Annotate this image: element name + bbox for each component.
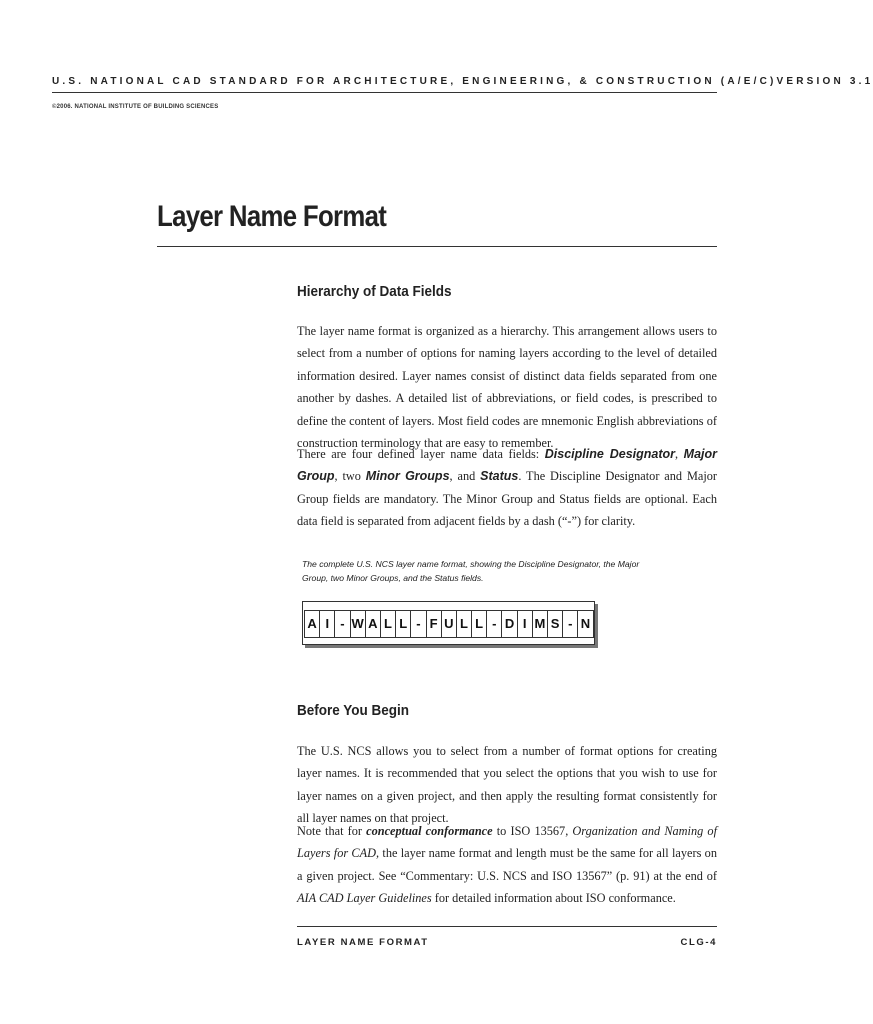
layer-char: S xyxy=(548,610,563,638)
page-title: Layer Name Format xyxy=(157,200,387,233)
layer-dash: - xyxy=(411,610,426,638)
field-discipline-designator: Discipline Designator xyxy=(544,447,676,461)
layer-char: D xyxy=(502,610,517,638)
section-heading-before-you-begin: Before You Begin xyxy=(297,702,410,719)
layer-dash: - xyxy=(335,610,350,638)
figure-caption: The complete U.S. NCS layer name format, showing the Discipline Designator, the Major Group, two Minor Groups, and the Status fields. xyxy=(302,559,640,583)
field-major-group: Major Group xyxy=(297,447,718,484)
layer-dash: - xyxy=(487,610,502,638)
footer-rule xyxy=(297,926,717,927)
layer-dash: - xyxy=(563,610,578,638)
layer-char: L xyxy=(396,610,411,638)
paragraph-iso-conformance: Note that for conceptual conformance to ISO 13567, Organization and Naming of Layers for CAD, the layer name format and length must be the same for all layers on a given project. See “Commentary: U.S. NCS and ISO 13567” (p. 91) at the end of AIA CAD Layer Guidelines for detailed information about ISO conformance. xyxy=(297,824,717,906)
layer-char: I xyxy=(518,610,533,638)
layer-char: F xyxy=(427,610,442,638)
field-status: Status xyxy=(480,469,519,484)
layer-char: L xyxy=(457,610,472,638)
layer-char: A xyxy=(366,610,381,638)
running-header xyxy=(52,76,873,87)
title-rule xyxy=(157,246,717,247)
layer-char: L xyxy=(381,610,396,638)
iso-title: Organization and Naming of Layers for CAD, xyxy=(297,824,717,861)
header-rule xyxy=(52,92,717,93)
paragraph-data-fields: There are four defined layer name data fields: Discipline Designator, Major Group, two Minor Groups, and Status. The Discipline Designator and Major Group fields are mandatory. The Minor Group and Status fields are optional. Each data field is separated from adjacent fields by a dash (“-”) for clarity. xyxy=(297,447,718,529)
paragraph-hierarchy-intro: The layer name format is organized as a hierarchy. This arrangement allows users to select from a number of options for naming layers according to the level of detailed information desired. Layer names consist of distinct data fields separated from one another by dashes. A detailed list of abbreviations, or field codes, is prescribed to define the content of layers. Most field codes are mnemonic English abbreviations of construction terminology that are easy to remember. xyxy=(297,324,717,451)
layer-char: N xyxy=(578,610,593,638)
footer-page-number: CLG-4 xyxy=(680,937,717,948)
header-version: VERSION 3.1 xyxy=(776,76,873,87)
layer-name-example xyxy=(302,601,595,645)
layer-char: U xyxy=(442,610,457,638)
footer-section: LAYER NAME FORMAT xyxy=(297,937,429,948)
layer-char: W xyxy=(351,610,366,638)
layer-char: I xyxy=(320,610,335,638)
term-conceptual-conformance: conceptual conformance xyxy=(366,824,493,838)
section-heading-hierarchy: Hierarchy of Data Fields xyxy=(297,283,452,300)
layer-char: A xyxy=(304,610,320,638)
aia-guidelines-title: AIA CAD Layer Guidelines xyxy=(297,891,432,906)
page-footer xyxy=(297,937,717,948)
header-title: U.S. NATIONAL CAD STANDARD FOR ARCHITECTURE, ENGINEERING, & CONSTRUCTION (A/E/C) xyxy=(52,76,777,87)
layer-char: L xyxy=(472,610,487,638)
field-minor-groups: Minor Groups xyxy=(365,469,450,484)
layer-char: M xyxy=(533,610,548,638)
paragraph-format-options: The U.S. NCS allows you to select from a number of format options for creating layer names. It is recommended that you select the options that you wish to use for layer names on a given project, and then apply the resulting format consistently for all layer names on that project. xyxy=(297,744,717,826)
copyright-notice: ©2006. NATIONAL INSTITUTE OF BUILDING SCIENCES xyxy=(52,104,219,110)
